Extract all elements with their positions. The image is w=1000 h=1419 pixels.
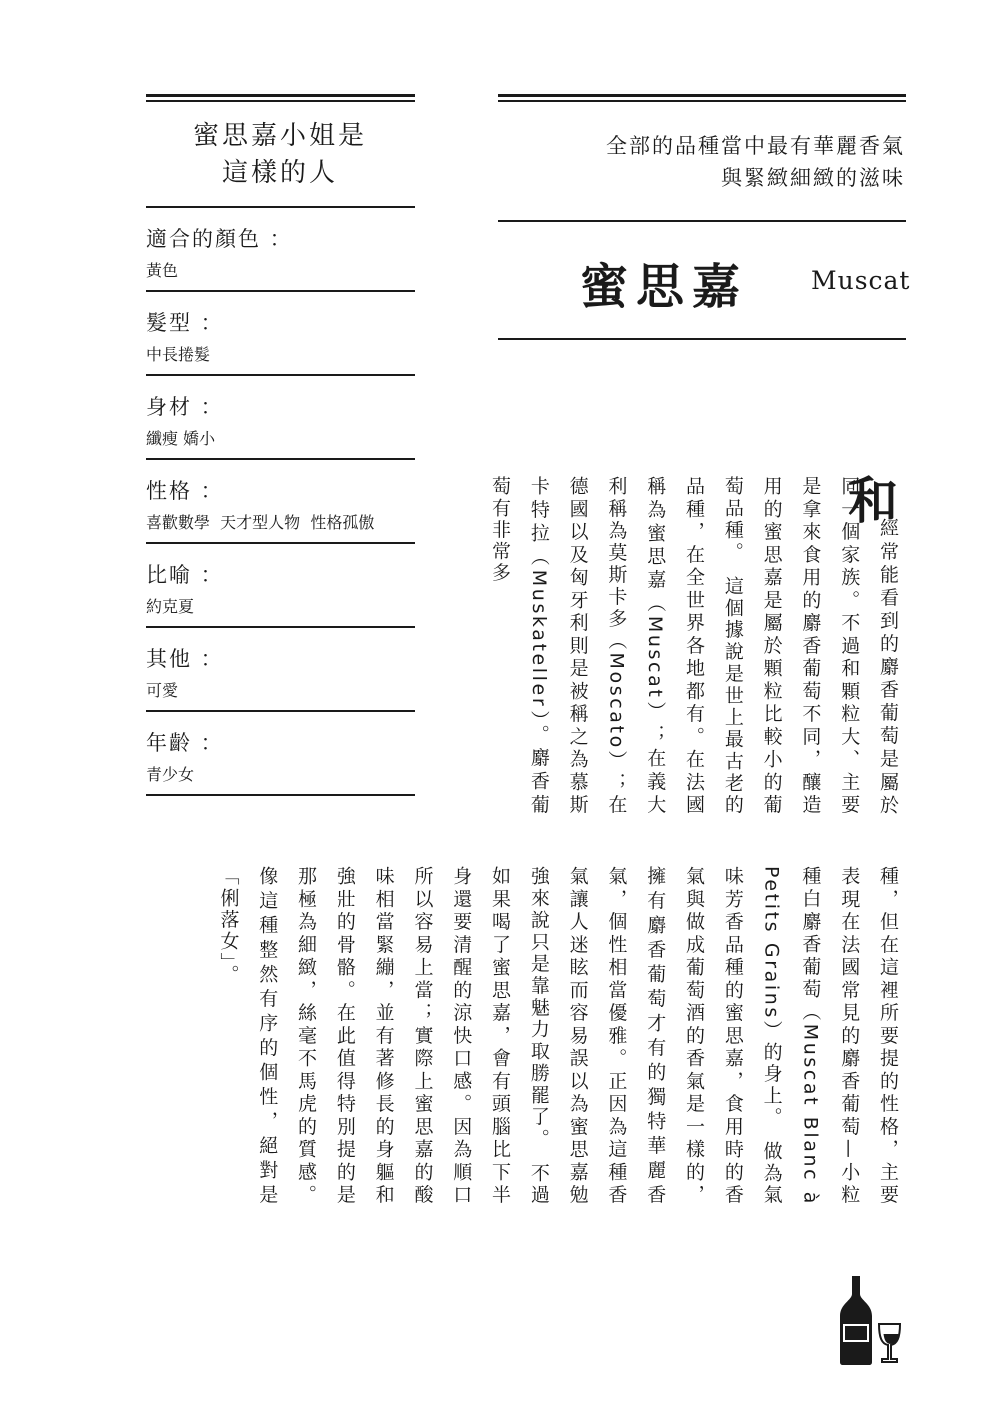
card-divider: [146, 290, 415, 292]
attr-value-color: 黃色: [146, 261, 179, 280]
card-top-rule-thick: [146, 94, 415, 97]
attr-label-figure: 身材 ：: [146, 395, 224, 419]
drop-cap: 和: [848, 471, 898, 530]
card-top-rule-thin: [146, 100, 415, 102]
card-divider: [146, 458, 415, 460]
card-divider: [146, 374, 415, 376]
header-top-rule-thick: [498, 94, 906, 97]
card-divider: [146, 626, 415, 628]
attr-label-age: 年齡 ：: [146, 731, 224, 755]
attr-label-hair: 髮型 ：: [146, 311, 224, 335]
attr-label-metaphor: 比喻 ：: [146, 563, 224, 587]
wine-bottle-and-glass-icon: [838, 1274, 906, 1366]
profile-title-line-2: 這樣的人: [221, 158, 338, 188]
attr-label-other: 其他 ：: [146, 647, 224, 671]
body-paragraph-upper: 經常能看到的麝香葡萄是屬於同一個家族。不過和顆粒大、主要是拿來食用的麝香葡萄不同，釀造用的蜜思嘉是屬於顆粒比較小的葡萄品種。 這個據說是世上最古老的品種，在全世界各地都有。在法國稱為蜜思嘉（Muscat）；在義大利稱為莫斯卡多（Moscato）；在德國以及匈牙利則是被稱之為慕斯卡特拉（Muskateller）。麝香葡萄有非常多: [489, 476, 899, 816]
attr-value-hair: 中長捲髮: [146, 345, 211, 364]
card-divider: [146, 206, 415, 208]
body-text-upper: [489, 471, 907, 816]
attr-value-age: 青少女: [146, 765, 195, 784]
header-name-bottom-rule: [498, 338, 906, 340]
wine-subtitle-line-1: 全部的品種當中最有華麗香氣: [606, 134, 905, 158]
card-divider: [146, 542, 415, 544]
card-divider: [146, 710, 415, 712]
attr-label-color: 適合的顏色 ：: [146, 227, 293, 251]
attr-value-other: 可愛: [146, 681, 179, 700]
body-paragraph-lower: 種，但在這裡所要提的性格，主要表現在法國常見的麝香葡萄—小粒種白麝香葡萄（Muscat Blanc à Petits Grains）的身上。 做為氣味芳香品種的蜜思嘉，食用時的香氣與做成葡萄酒的香氣是一樣的，擁有麝香葡萄才有的獨特華麗香氣，個性相當優雅。正因為這種香氣讓人迷眩而容易誤以為蜜思嘉勉強來說只是靠魅力取勝罷了。 不過如果喝了蜜思嘉，會有頭腦比下半身還要清醒的涼快口感。因為順口所以容易上當；實際上蜜思嘉的酸味相當緊繃，並有著修長的身軀和強壯的骨骼。在此值得特別提的是那極為細緻，絲毫不馬虎的質感。像這種整然有序的個性，絕對是「俐落女」。: [217, 866, 899, 1206]
header-top-rule-thin: [498, 100, 906, 102]
attr-value-personality: 喜歡數學 天才型人物 性格孤傲: [146, 513, 375, 532]
attr-label-personality: 性格 ：: [146, 479, 224, 503]
body-text-lower: [217, 866, 907, 1206]
card-bottom-rule: [146, 794, 415, 796]
wine-name-en: Muscat: [811, 266, 911, 295]
attr-value-figure: 纖瘦 嬌小: [146, 429, 216, 448]
wine-subtitle-line-2: 與緊緻細緻的滋味: [721, 166, 905, 190]
header-name-top-rule: [498, 220, 906, 222]
wine-name-zh: 蜜思嘉: [580, 259, 749, 315]
wine-subtitle: [606, 130, 905, 194]
profile-title: [146, 118, 414, 192]
attr-value-metaphor: 約克夏: [146, 597, 195, 616]
profile-title-line-1: 蜜思嘉小姐是: [192, 121, 367, 151]
